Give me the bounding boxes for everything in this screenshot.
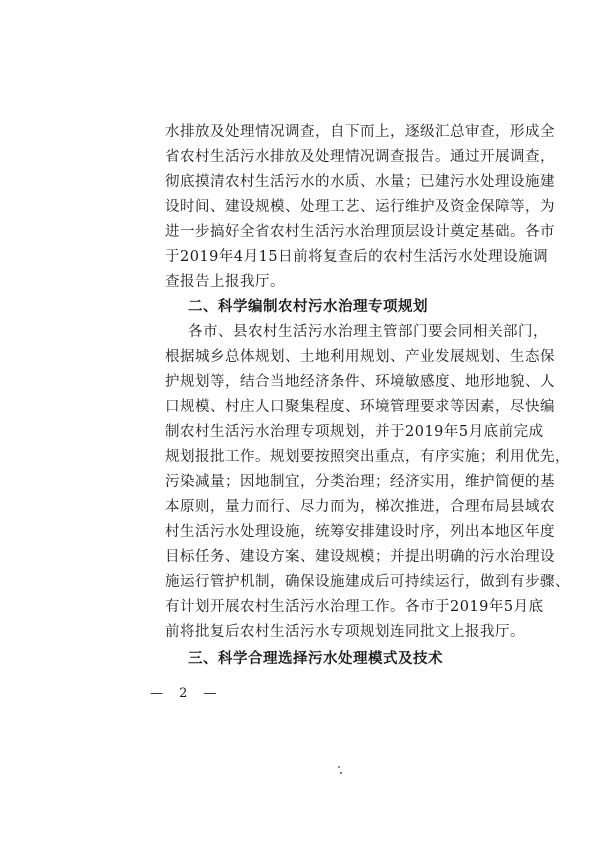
- scan-speck: [340, 772, 342, 774]
- paragraph-line: 根据城乡总体规划、土地利用规划、产业发展规划、生态保: [165, 349, 555, 365]
- section-heading-3: 三、科学合理选择污水处理模式及技术: [188, 651, 443, 667]
- paragraph-line: 各市、县农村生活污水治理主管部门要会同相关部门，: [188, 324, 548, 340]
- paragraph-line: 目标任务、建设方案、建设规模；并提出明确的污水治理设: [165, 549, 555, 565]
- paragraph-line: 设时间、建设规模、处理工艺、运行维护及资金保障等，为: [165, 199, 555, 215]
- paragraph-line: 村生活污水处理设施，统筹安排建设时序，列出本地区年度: [165, 524, 555, 540]
- paragraph-line: 施运行管护机制，确保设施建成后可持续运行，做到有步骤、: [165, 574, 570, 590]
- section-heading-2: 二、科学编制农村污水治理专项规划: [188, 299, 428, 315]
- paragraph-line: 省农村生活污水排放及处理情况调查报告。通过开展调查，: [165, 149, 555, 165]
- paragraph-line: 规划报批工作。规划要按照突出重点，有序实施；利用优先，: [165, 449, 570, 465]
- paragraph-line: 制农村生活污水治理专项规划，并于2019年5月底前完成: [165, 424, 544, 440]
- paragraph-line: 进一步搞好全省农村生活污水治理顶层设计奠定基础。各市: [165, 224, 555, 240]
- paragraph-line: 有计划开展农村生活污水治理工作。各市于2019年5月底: [165, 599, 544, 615]
- paragraph-line: 污染减量；因地制宜，分类治理；经济实用，维护简便的基: [165, 474, 555, 490]
- scan-speck: [338, 766, 340, 768]
- paragraph-line: 本原则，量力而行、尽力而为，梯次推进，合理布局县域农: [165, 499, 555, 515]
- paragraph-line: 口规模、村庄人口聚集程度、环境管理要求等因素，尽快编: [165, 399, 555, 415]
- paragraph-line: 水排放及处理情况调查，自下而上，逐级汇总审查，形成全: [165, 124, 555, 140]
- paragraph-line: 于2019年4月15日前将复查后的农村生活污水处理设施调: [165, 249, 549, 265]
- page-number: — 2 —: [150, 686, 223, 701]
- paragraph-line: 彻底摸清农村生活污水的水质、水量；已建污水处理设施建: [165, 174, 555, 190]
- paragraph-line: 前将批复后农村生活污水专项规划连同批文上报我厅。: [165, 624, 525, 640]
- paragraph-line: 护规划等，结合当地经济条件、环境敏感度、地形地貌、人: [165, 374, 555, 390]
- paragraph-line: 查报告上报我厅。: [165, 274, 285, 290]
